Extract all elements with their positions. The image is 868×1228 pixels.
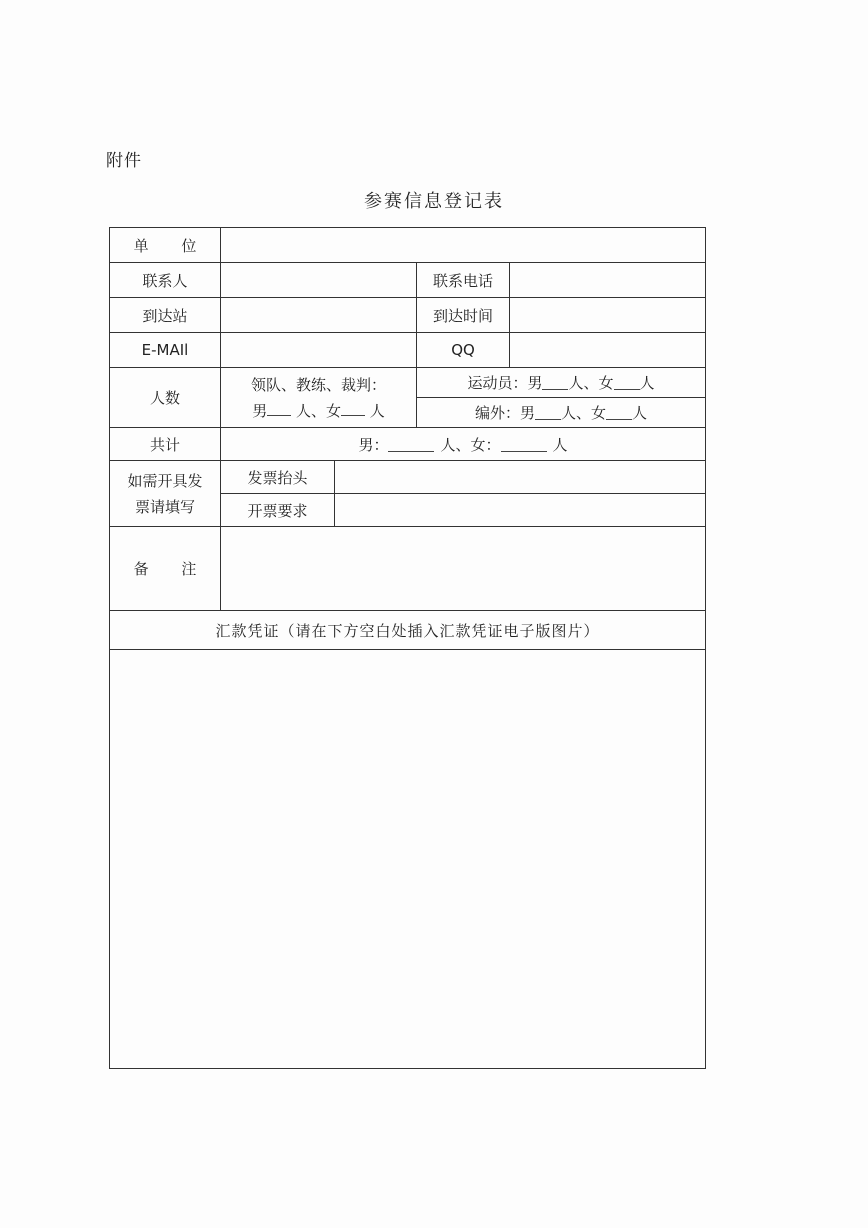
contact-label: 联系人	[110, 263, 221, 297]
total-count: 男： 人、女： 人	[358, 435, 568, 454]
staff-male-blank[interactable]	[267, 401, 291, 416]
remarks-label: 备 注	[110, 527, 221, 610]
athlete-female-blank[interactable]	[614, 375, 640, 390]
form-title: 参赛信息登记表	[364, 191, 504, 212]
row-arrival	[110, 298, 705, 333]
unit-label: 单 位	[110, 228, 221, 262]
headcount-label: 人数	[110, 368, 221, 427]
staff-line1: 领队、教练、裁判：	[250, 375, 386, 394]
email-label: E-MAIl	[110, 333, 221, 367]
remittance-header: 汇款凭证（请在下方空白处插入汇款凭证电子版图片）	[110, 611, 705, 650]
total-female-blank[interactable]	[501, 437, 547, 452]
arrival-time-label: 到达时间	[417, 298, 510, 332]
arrival-station-field[interactable]	[221, 298, 417, 332]
qq-field[interactable]	[510, 333, 705, 367]
row-remarks	[110, 527, 705, 611]
extra-count: 编外：男 人、女 人	[474, 404, 648, 422]
invoice-title-label: 发票抬头	[221, 461, 335, 494]
invoice-req-field[interactable]	[335, 494, 705, 526]
contact-field[interactable]	[221, 263, 417, 297]
row-email	[110, 333, 705, 368]
staff-female-blank[interactable]	[341, 401, 365, 416]
row-contact	[110, 263, 705, 298]
remarks-field[interactable]	[221, 527, 705, 610]
athlete-male-blank[interactable]	[542, 375, 568, 390]
qq-label: QQ	[417, 333, 510, 367]
row-unit	[110, 228, 705, 263]
total-label: 共计	[110, 428, 221, 460]
phone-label: 联系电话	[417, 263, 510, 297]
attachment-label: 附件	[106, 151, 142, 171]
invoice-req-label: 开票要求	[221, 494, 335, 526]
invoice-title-field[interactable]	[335, 461, 705, 494]
invoice-label: 如需开具发 票请填写	[110, 461, 221, 526]
email-field[interactable]	[221, 333, 417, 367]
total-male-blank[interactable]	[388, 437, 434, 452]
staff-line2: 男 人、女 人	[252, 401, 385, 420]
athlete-count: 运动员：男 人、女 人	[417, 368, 705, 398]
arrival-station-label: 到达站	[110, 298, 221, 332]
extra-male-blank[interactable]	[535, 405, 561, 420]
row-invoice	[110, 461, 705, 527]
row-headcount	[110, 368, 705, 428]
arrival-time-field[interactable]	[510, 298, 705, 332]
registration-form	[109, 227, 706, 1069]
extra-female-blank[interactable]	[606, 405, 632, 420]
remittance-image-area[interactable]	[110, 650, 705, 1068]
staff-count	[221, 368, 417, 427]
unit-field[interactable]	[221, 228, 705, 262]
row-total	[110, 428, 705, 461]
phone-field[interactable]	[510, 263, 705, 297]
